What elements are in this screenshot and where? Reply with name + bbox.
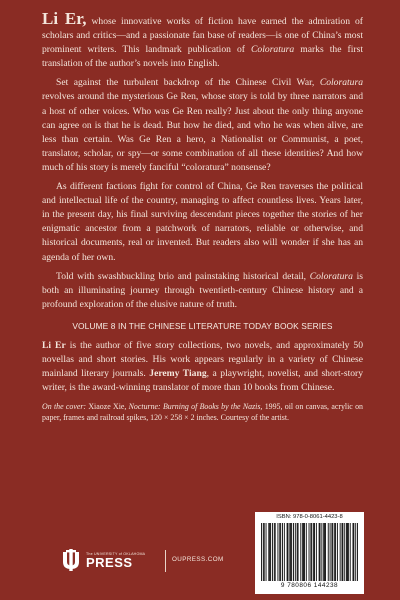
- book-title-italic: Coloratura: [251, 44, 295, 56]
- barcode-bar: [321, 523, 322, 581]
- barcode-bar: [324, 523, 325, 581]
- barcode-bar: [268, 523, 269, 581]
- isbn-label: ISBN: 978-0-8061-4423-8: [276, 514, 343, 520]
- cover-credit-artist: Xiaoze Xie,: [86, 402, 129, 412]
- series-line: VOLUME 8 IN THE CHINESE LITERATURE TODAY BOOK SERIES: [72, 320, 333, 331]
- barcode-bar: [287, 523, 288, 581]
- barcode-bar: [331, 523, 332, 581]
- barcode-bar: [288, 523, 289, 581]
- barcode-bar: [279, 523, 280, 581]
- barcode-bar: [346, 523, 347, 581]
- cover-credit: [42, 401, 363, 423]
- blurb-text: marks the first translation of the author’s novels into English.: [42, 44, 363, 70]
- blurb-text: whose innovative works of fiction have earned the admiration of scholars and critics—and a passionate fan base of readers—is one of China’s most prominent writers. This landmark publication of: [42, 16, 363, 56]
- barcode-bar: [330, 523, 331, 581]
- barcode-bar: [295, 523, 296, 581]
- barcode-bar: [309, 523, 310, 581]
- barcode-bar: [311, 523, 312, 581]
- barcode-bar: [353, 523, 354, 581]
- blurb-paragraph-2: [42, 76, 363, 175]
- barcode-bar: [289, 523, 290, 581]
- barcode-icon: [261, 523, 358, 581]
- barcode-bar: [316, 523, 317, 581]
- barcode-bar: [314, 523, 315, 581]
- ou-logo-icon: [60, 548, 82, 572]
- back-cover-text: [42, 9, 364, 424]
- barcode-bar: [335, 523, 336, 581]
- barcode-bar: [357, 523, 358, 581]
- barcode-bar: [297, 523, 298, 581]
- barcode-bar: [328, 523, 329, 581]
- barcode-bar: [269, 523, 270, 581]
- barcode-bar: [277, 523, 278, 581]
- publisher-logo: [60, 548, 145, 572]
- barcode-bar: [284, 523, 285, 581]
- barcode-bar: [313, 523, 314, 581]
- blurb-paragraph-4: [42, 270, 363, 312]
- barcode-bar: [355, 523, 356, 581]
- blurb-text: Told with swashbuckling brio and painstaking historical detail,: [56, 270, 310, 282]
- barcode-bar: [320, 523, 321, 581]
- barcode-bar: [298, 523, 299, 581]
- barcode-bar: [290, 523, 291, 581]
- barcode-bar: [270, 523, 271, 581]
- barcode-bar: [319, 523, 320, 581]
- barcode-bar: [325, 523, 326, 581]
- author-name-lead: Li Er,: [42, 9, 87, 28]
- blurb-paragraph-3: As different factions fight for control of China, Ge Ren traverses the political and intellectual life of the country, managing to affect countless lives. Years later, in the present day, his final surviving descendant pieces together the stories of her enigmatic ancestor from a patchwork of narrators, reliable or otherwise, and historical documents, real or invented. But readers also will wonder if she has an agenda of her own.: [42, 181, 363, 263]
- footer-divider: [165, 550, 166, 572]
- barcode-bar: [263, 523, 264, 581]
- barcode-bar: [272, 523, 273, 581]
- book-title-italic: Coloratura: [309, 270, 353, 282]
- barcode-bar: [342, 523, 343, 581]
- barcode-bar: [291, 523, 292, 581]
- author-bio: [42, 339, 363, 395]
- blurb-paragraph-1: [42, 9, 363, 71]
- barcode-bar: [280, 523, 281, 581]
- barcode-bar: [302, 523, 303, 581]
- barcode-bar: [340, 523, 341, 581]
- book-title-italic: Coloratura: [319, 77, 363, 89]
- barcode-bar: [261, 523, 262, 581]
- publisher-website: OUPRESS.COM: [172, 556, 224, 563]
- publisher-press: PRESS: [86, 554, 133, 570]
- barcode-bar: [293, 523, 294, 581]
- barcode-bar: [275, 523, 276, 581]
- barcode-bar: [347, 523, 348, 581]
- barcode-bar: [282, 523, 283, 581]
- author-name: Li Er: [42, 339, 66, 351]
- barcode: [255, 512, 364, 594]
- footer: [0, 506, 400, 600]
- blurb-text: Set against the turbulent backdrop of the Chinese Civil War,: [56, 77, 320, 89]
- barcode-bar: [304, 523, 305, 581]
- barcode-bar: [323, 523, 324, 581]
- barcode-number: 9 780806 144238: [280, 582, 339, 589]
- barcode-bar: [350, 523, 351, 581]
- barcode-bar: [353, 523, 354, 581]
- publisher-university: The UNIVERSITY of OKLAHOMA: [86, 551, 146, 556]
- blurb-text: is both an illuminating journey through twentieth-century Chinese history and a profound exploration of the elusive nature of truth.: [42, 270, 363, 310]
- barcode-bar: [266, 523, 267, 581]
- barcode-bar: [348, 523, 349, 581]
- barcode-bar: [306, 523, 307, 581]
- cover-credit-details: 1995, oil on canvas, acrylic on paper, frames and railroad spikes, 120 × 258 × 2 inches. Courtesy of the artist.: [42, 402, 363, 423]
- barcode-bar: [274, 523, 275, 581]
- blurb-text: revolves around the mysterious Ge Ren, whose story is told by three narrators and a host of other voices. Who was Ge Ren really? Just about the only thing anyone can agree on is that he is dead. But how he died, and who he was when alive, are less than certain. Was Ge Ren a hero, a Nationalist or Communist, a poet, translator, scholar, or spy—or some combination of all these identities? And how much of his story is merely fanciful “coloratura” nonsense?: [42, 91, 363, 173]
- barcode-bar: [337, 523, 338, 581]
- barcode-bar: [334, 523, 335, 581]
- barcode-bar: [310, 523, 311, 581]
- cover-credit-title: Nocturne: Burning of Books by the Nazis,: [128, 402, 263, 412]
- barcode-bar: [300, 523, 301, 581]
- barcode-bar: [342, 523, 343, 581]
- bio-text: , a playwright, novelist, and short-story writer, is the award-winning translator of more than 10 books from Chinese.: [42, 368, 364, 394]
- bio-text: is the author of five story collections, two novels, and approximately 50 novellas and short stories. His work appears regularly in a variety of Chinese mainland literary journals.: [42, 339, 363, 380]
- barcode-bar: [264, 523, 265, 581]
- translator-name: Jeremy Tiang: [149, 368, 207, 380]
- barcode-bar: [332, 523, 333, 581]
- cover-credit-label: On the cover:: [42, 402, 87, 412]
- barcode-bar: [344, 523, 345, 581]
- barcode-bar: [303, 523, 304, 581]
